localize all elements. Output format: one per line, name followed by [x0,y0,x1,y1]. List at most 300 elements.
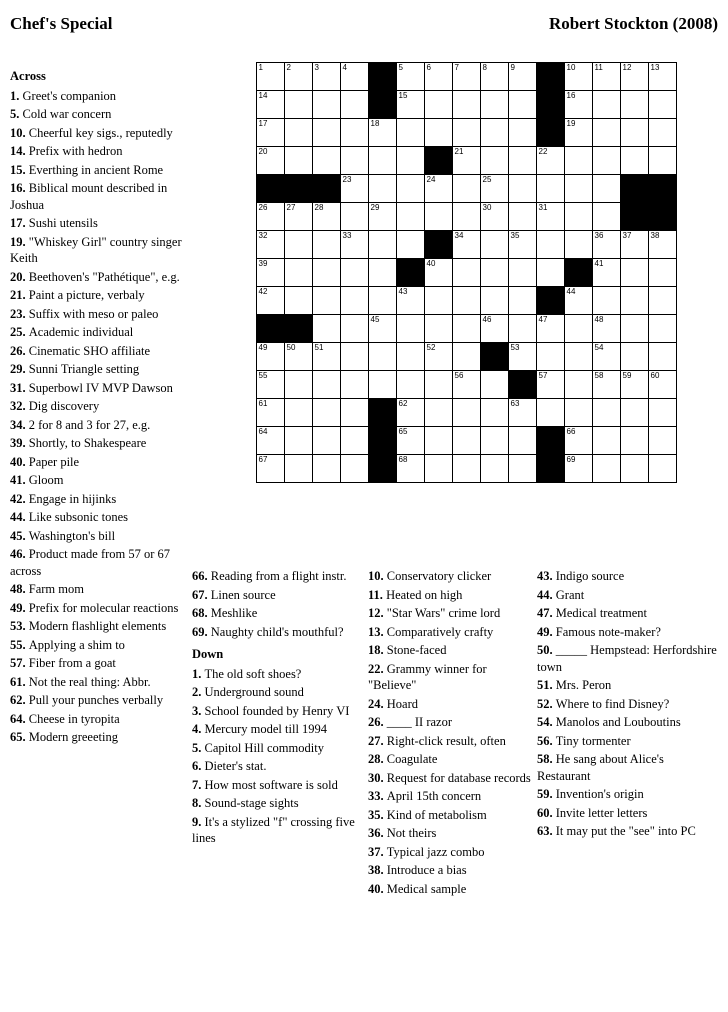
grid-cell[interactable] [593,259,621,287]
down-clue [537,696,719,713]
across-clue [10,215,186,232]
grid-cell[interactable] [593,91,621,119]
grid-cell[interactable] [397,427,425,455]
grid-cell[interactable] [313,231,341,259]
grid-cell[interactable] [481,399,509,427]
clue-number: 4. [192,722,205,736]
grid-cell[interactable] [565,315,593,343]
grid-cell[interactable] [425,287,453,315]
grid-cell-number: 7 [454,63,459,72]
grid-cell[interactable] [341,287,369,315]
across-clue [10,398,186,415]
grid-cell[interactable] [369,231,397,259]
down-clue [192,777,357,794]
grid-cell[interactable] [453,203,481,231]
grid-cell[interactable] [341,427,369,455]
grid-cell[interactable] [397,287,425,315]
down-clue-list-part1 [192,666,357,847]
crossword-grid[interactable] [256,62,677,483]
grid-cell[interactable] [481,371,509,399]
clue-text: Kind of metabolism [386,807,487,822]
grid-cell[interactable] [425,91,453,119]
grid-cell[interactable] [565,371,593,399]
clue-text: Request for database records [386,770,531,785]
grid-cell[interactable] [369,147,397,175]
grid-cell[interactable] [313,147,341,175]
grid-cell[interactable] [481,63,509,91]
grid-cell[interactable] [565,91,593,119]
grid-cell[interactable] [537,259,565,287]
down-clue [368,844,533,861]
grid-cell[interactable] [537,371,565,399]
grid-block-cell [537,119,565,147]
grid-cell[interactable] [257,259,285,287]
clue-text: Sushi utensils [28,216,98,230]
grid-cell[interactable] [341,203,369,231]
clue-text: Gloom [28,473,64,487]
grid-block-cell [509,371,537,399]
across-clue [10,306,186,323]
grid-cell[interactable] [537,343,565,371]
clue-number: 1. [192,666,205,681]
grid-cell[interactable] [453,147,481,175]
across-clue-list-part2 [192,568,357,640]
grid-cell[interactable] [313,455,341,483]
down-clue [368,642,533,659]
grid-cell[interactable] [257,231,285,259]
grid-cell[interactable] [621,231,649,259]
grid-cell[interactable] [621,119,649,147]
grid-cell[interactable] [565,287,593,315]
clue-number: 10. [10,125,29,140]
grid-cell[interactable] [649,343,677,371]
grid-cell[interactable] [257,343,285,371]
grid-cell-number: 45 [370,315,380,324]
grid-cell[interactable] [341,371,369,399]
grid-cell-number: 13 [650,63,660,72]
grid-cell[interactable] [425,371,453,399]
grid-cell[interactable] [481,315,509,343]
grid-cell[interactable] [453,455,481,483]
grid-cell[interactable] [509,91,537,119]
grid-cell[interactable] [481,91,509,119]
grid-cell-number: 17 [258,119,268,128]
grid-cell[interactable] [285,231,313,259]
grid-cell-number: 30 [482,203,492,212]
grid-cell[interactable] [621,343,649,371]
clue-text: Washington's bill [28,528,116,543]
grid-cell-number: 62 [398,399,408,408]
clue-number: 33. [368,789,387,803]
grid-cell[interactable] [397,455,425,483]
grid-cell[interactable] [649,147,677,175]
grid-cell[interactable] [397,399,425,427]
grid-cell[interactable] [257,63,285,91]
grid-cell[interactable] [425,119,453,147]
grid-cell[interactable] [397,371,425,399]
clue-number: 44. [537,587,556,602]
grid-cell[interactable] [649,315,677,343]
clue-number: 6. [192,759,205,773]
grid-row [257,175,677,203]
grid-cell[interactable] [537,147,565,175]
grid-cell[interactable] [369,203,397,231]
grid-cell[interactable] [565,343,593,371]
grid-cell[interactable] [285,259,313,287]
grid-cell-number: 33 [342,231,352,240]
grid-cell[interactable] [369,371,397,399]
down-clue [192,740,357,757]
grid-cell[interactable] [537,399,565,427]
grid-block-cell [621,203,649,231]
down-clue [537,605,719,622]
grid-cell[interactable] [341,147,369,175]
grid-cell[interactable] [565,119,593,147]
grid-cell[interactable] [453,259,481,287]
grid-cell[interactable] [593,147,621,175]
grid-cell[interactable] [453,315,481,343]
grid-cell[interactable] [593,175,621,203]
grid-cell[interactable] [257,455,285,483]
grid-cell[interactable] [285,399,313,427]
clue-text: Where to find Disney? [555,696,670,711]
grid-cell[interactable] [565,175,593,203]
grid-cell[interactable] [453,343,481,371]
grid-cell[interactable] [285,63,313,91]
down-clue [537,642,719,675]
grid-cell[interactable] [285,455,313,483]
grid-cell[interactable] [481,147,509,175]
grid-cell[interactable] [649,231,677,259]
grid-cell[interactable] [509,63,537,91]
grid-cell[interactable] [537,203,565,231]
grid-cell[interactable] [341,259,369,287]
clue-text: Sound-stage sights [204,796,299,810]
clue-number: 67. [192,587,211,602]
grid-cell[interactable] [649,371,677,399]
grid-cell[interactable] [313,315,341,343]
clue-text: Tiny tormenter [555,733,631,748]
clue-number: 22. [368,661,387,676]
clue-text: Mercury model till 1994 [204,722,328,736]
down-clue [537,751,719,784]
grid-cell[interactable] [369,119,397,147]
grid-cell[interactable] [313,259,341,287]
grid-cell[interactable] [593,399,621,427]
grid-cell[interactable] [481,203,509,231]
clue-number: 18. [368,643,387,657]
grid-cell[interactable] [509,399,537,427]
grid-cell[interactable] [565,147,593,175]
clue-text: Paper pile [28,454,80,469]
grid-cell[interactable] [285,147,313,175]
grid-cell[interactable] [341,175,369,203]
across-clue [10,674,186,691]
clue-text: Biblical mount described in Joshua [10,181,168,212]
grid-cell[interactable] [509,147,537,175]
grid-cell[interactable] [509,231,537,259]
grid-cell[interactable] [649,91,677,119]
down-clue [368,733,533,750]
grid-cell[interactable] [509,259,537,287]
grid-cell[interactable] [593,455,621,483]
grid-cell[interactable] [453,91,481,119]
grid-cell-number: 15 [398,91,408,100]
grid-cell[interactable] [285,371,313,399]
grid-cell[interactable] [509,119,537,147]
grid-cell[interactable] [509,315,537,343]
grid-cell[interactable] [341,231,369,259]
clue-text: Reading from a flight instr. [210,569,347,583]
grid-cell[interactable] [313,63,341,91]
grid-cell[interactable] [285,427,313,455]
grid-cell[interactable] [369,287,397,315]
grid-cell[interactable] [425,399,453,427]
grid-cell[interactable] [257,147,285,175]
grid-cell[interactable] [509,427,537,455]
grid-cell-number: 20 [258,147,268,156]
grid-block-cell [397,259,425,287]
clue-text: April 15th concern [386,789,482,803]
clue-text: Applying a shim to [28,637,125,652]
grid-cell[interactable] [649,455,677,483]
clue-number: 50. [537,643,556,657]
down-clue [368,862,533,879]
across-clue [10,361,186,378]
across-clue [10,711,186,728]
grid-cell[interactable] [509,287,537,315]
grid-cell[interactable] [397,315,425,343]
clue-text: Cheese in tyropita [28,711,120,726]
grid-cell[interactable] [537,231,565,259]
grid-cell[interactable] [369,343,397,371]
grid-cell-number: 39 [258,259,268,268]
grid-cell-number: 3 [314,63,319,72]
grid-cell[interactable] [621,315,649,343]
grid-cell[interactable] [341,119,369,147]
grid-cell[interactable] [593,427,621,455]
grid-cell[interactable] [313,343,341,371]
grid-cell[interactable] [285,119,313,147]
grid-cell[interactable] [369,315,397,343]
grid-row [257,427,677,455]
grid-cell[interactable] [509,343,537,371]
grid-cell[interactable] [453,175,481,203]
grid-cell[interactable] [621,455,649,483]
down-clue [368,881,533,898]
grid-cell[interactable] [537,315,565,343]
grid-cell[interactable] [425,343,453,371]
grid-cell[interactable] [509,203,537,231]
grid-cell[interactable] [257,287,285,315]
grid-cell[interactable] [313,427,341,455]
grid-cell[interactable] [397,343,425,371]
grid-cell[interactable] [453,399,481,427]
grid-cell[interactable] [369,259,397,287]
clue-text: Manolos and Louboutins [555,715,681,729]
grid-cell[interactable] [453,231,481,259]
grid-cell[interactable] [621,63,649,91]
across-clue [10,509,186,526]
grid-cell[interactable] [509,455,537,483]
grid-cell[interactable] [425,63,453,91]
grid-cell[interactable] [285,343,313,371]
clue-number: 38. [368,863,387,877]
grid-cell[interactable] [649,287,677,315]
grid-cell[interactable] [425,175,453,203]
grid-cell-number: 8 [482,63,487,72]
clue-text: Cold war concern [22,107,112,121]
grid-cell[interactable] [341,399,369,427]
grid-cell[interactable] [425,259,453,287]
across-clue [192,605,357,622]
grid-cell[interactable] [341,315,369,343]
grid-cell[interactable] [313,287,341,315]
clue-number: 56. [537,733,556,748]
grid-cell[interactable] [481,231,509,259]
grid-cell[interactable] [257,427,285,455]
grid-cell[interactable] [593,63,621,91]
grid-cell[interactable] [621,427,649,455]
grid-cell[interactable] [565,427,593,455]
grid-cell[interactable] [481,119,509,147]
down-clue [192,703,357,720]
grid-cell[interactable] [257,399,285,427]
grid-cell[interactable] [397,175,425,203]
across-clue [10,343,186,360]
grid-cell[interactable] [565,399,593,427]
grid-cell[interactable] [453,119,481,147]
grid-block-cell [285,315,313,343]
grid-cell[interactable] [593,119,621,147]
grid-cell[interactable] [649,63,677,91]
grid-cell[interactable] [341,91,369,119]
grid-cell[interactable] [565,63,593,91]
grid-cell[interactable] [313,203,341,231]
grid-cell[interactable] [649,427,677,455]
grid-block-cell [313,175,341,203]
page-header [10,14,718,44]
clue-text: Mrs. Peron [555,678,612,692]
grid-block-cell [537,287,565,315]
clue-text: Invite letter letters [555,805,648,820]
grid-cell[interactable] [453,427,481,455]
grid-cell[interactable] [285,91,313,119]
grid-cell[interactable] [481,287,509,315]
grid-cell[interactable] [397,147,425,175]
clue-number: 46. [10,547,29,561]
grid-cell[interactable] [285,203,313,231]
clue-number: 40. [368,881,387,896]
grid-cell[interactable] [341,343,369,371]
grid-cell[interactable] [565,203,593,231]
grid-cell[interactable] [425,455,453,483]
grid-cell-number: 51 [314,343,324,352]
grid-cell[interactable] [481,175,509,203]
grid-cell[interactable] [593,203,621,231]
grid-cell[interactable] [257,371,285,399]
grid-cell[interactable] [453,63,481,91]
grid-table[interactable] [256,62,677,483]
grid-cell[interactable] [621,147,649,175]
grid-cell-number: 29 [370,203,380,212]
clue-text: Dieter's stat. [204,759,267,773]
across-clue [10,234,186,267]
grid-cell[interactable] [649,119,677,147]
grid-cell[interactable] [481,427,509,455]
grid-cell[interactable] [313,399,341,427]
grid-cell[interactable] [397,231,425,259]
across-clue [192,624,357,641]
grid-cell[interactable] [509,175,537,203]
clue-number: 27. [368,733,387,748]
grid-cell[interactable] [621,399,649,427]
grid-cell-number: 43 [398,287,408,296]
grid-cell[interactable] [425,203,453,231]
grid-cell[interactable] [341,455,369,483]
grid-cell[interactable] [453,287,481,315]
clue-text: ____ II razor [386,715,452,729]
grid-cell[interactable] [313,371,341,399]
grid-cell[interactable] [649,259,677,287]
clue-number: 53. [10,619,29,633]
clue-number: 34. [10,417,29,432]
grid-cell[interactable] [565,231,593,259]
across-clue [10,600,186,617]
grid-cell[interactable] [593,231,621,259]
clue-number: 31. [10,380,29,395]
grid-cell-number: 32 [258,231,268,240]
clue-text: He sang about Alice's Restaurant [537,752,664,783]
grid-cell-number: 63 [510,399,520,408]
grid-cell[interactable] [397,63,425,91]
clue-text: The old soft shoes? [204,666,302,681]
grid-cell[interactable] [397,91,425,119]
grid-cell[interactable] [425,315,453,343]
down-clue [537,805,719,822]
grid-cell[interactable] [593,315,621,343]
grid-cell[interactable] [425,427,453,455]
across-clue [10,491,186,508]
grid-cell[interactable] [593,343,621,371]
grid-cell[interactable] [537,175,565,203]
grid-cell[interactable] [621,91,649,119]
grid-cell[interactable] [397,203,425,231]
grid-cell[interactable] [285,287,313,315]
grid-cell-number: 27 [286,203,296,212]
grid-cell[interactable] [341,63,369,91]
grid-cell[interactable] [369,175,397,203]
grid-cell[interactable] [257,91,285,119]
clue-text: It may put the "see" into PC [555,824,696,838]
grid-cell[interactable] [593,287,621,315]
grid-cell[interactable] [621,371,649,399]
grid-cell[interactable] [481,259,509,287]
grid-cell[interactable] [621,287,649,315]
grid-cell[interactable] [313,119,341,147]
grid-cell[interactable] [593,371,621,399]
grid-cell[interactable] [481,455,509,483]
grid-cell[interactable] [453,371,481,399]
grid-cell[interactable] [257,203,285,231]
grid-cell[interactable] [565,455,593,483]
grid-cell[interactable] [257,119,285,147]
grid-cell[interactable] [313,91,341,119]
grid-cell[interactable] [621,259,649,287]
grid-cell-number: 25 [482,175,492,184]
grid-cell[interactable] [397,119,425,147]
grid-cell[interactable] [649,399,677,427]
